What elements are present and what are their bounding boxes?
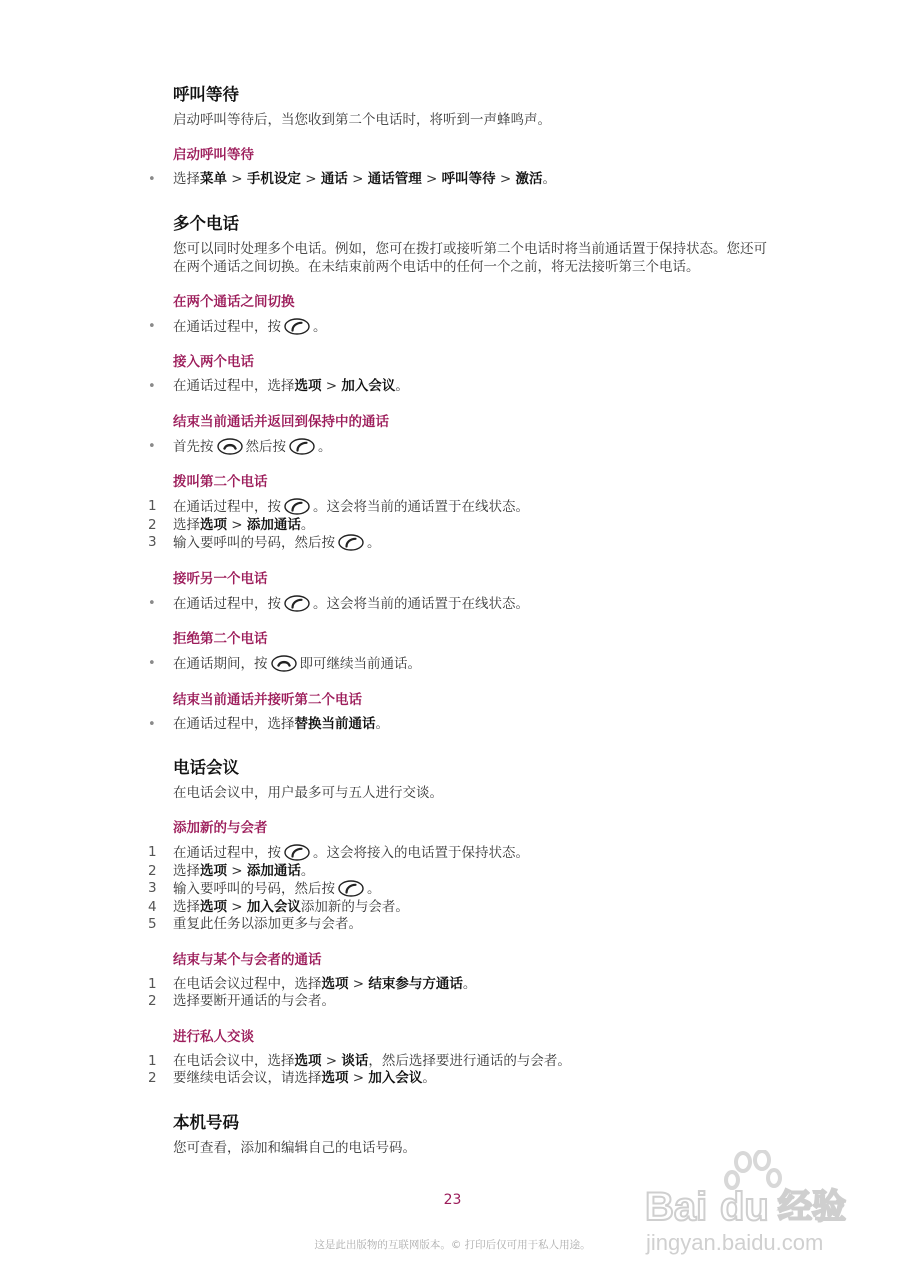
text: 。 [300, 516, 315, 533]
list-end-and-return [148, 438, 768, 457]
subheading-join-calls: 接入两个电话 [173, 354, 254, 370]
list-answer-second-call [148, 595, 768, 614]
text: 在电话会议中，选择 [173, 1052, 295, 1069]
subheading-reject-second-call: 拒绝第二个电话 [173, 631, 268, 647]
footer-note: 这是此出版物的互联网版本。© 打印后仅可用于私人用途。 [314, 1239, 591, 1251]
text: 在通话过程中，按 [173, 595, 281, 612]
separator: > [227, 898, 247, 915]
steps-add-participant [148, 844, 768, 934]
text: 选择 [173, 171, 200, 187]
separator: > [421, 171, 442, 187]
menu-term: 呼叫等待 [441, 171, 496, 187]
text: 选择 [173, 516, 200, 533]
list-item [148, 171, 768, 189]
subheading-enable-call-waiting: 启动呼叫等待 [173, 147, 254, 163]
separator: > [348, 1070, 369, 1086]
text: 输入要呼叫的号码，然后按 [173, 535, 335, 551]
step-item [148, 1070, 768, 1088]
call-key-icon [284, 498, 310, 515]
menu-term: 替换当前通话 [294, 715, 376, 732]
steps-dial-second-call [148, 498, 768, 553]
end-key-icon [217, 438, 243, 455]
list-enable-call-waiting [148, 171, 768, 189]
bullet-icon: • [148, 318, 156, 334]
text: 要继续电话会议，请选择 [173, 1070, 322, 1086]
step-number: 2 [148, 993, 157, 1009]
menu-term: 激活 [515, 171, 543, 187]
menu-term: 添加通话 [246, 862, 301, 879]
text: 在通话期间，按 [173, 656, 268, 672]
list-end-and-answer [148, 716, 768, 734]
text: 输入要呼叫的号码，然后按 [173, 881, 335, 897]
call-key-icon [289, 438, 315, 455]
baidu-watermark [640, 1150, 860, 1260]
step-number: 2 [148, 862, 157, 879]
bullet-icon: • [148, 172, 156, 187]
text: 在电话会议过程中，选择 [173, 975, 322, 992]
call-key-icon [338, 534, 364, 551]
bullet-icon: • [148, 716, 156, 732]
menu-term: 结束参与方通话 [368, 975, 463, 992]
step-item [148, 498, 768, 517]
watermark-brand2: du [720, 1185, 769, 1229]
text: 在通话过程中，按 [173, 845, 281, 861]
step-item [148, 899, 768, 917]
separator: > [227, 516, 247, 533]
menu-term: 选项 [200, 516, 227, 533]
step-number: 1 [148, 498, 157, 514]
separator: > [227, 862, 247, 879]
subheading-end-and-return: 结束当前通话并返回到保持中的通话 [173, 413, 389, 430]
menu-term: 选项 [294, 378, 322, 394]
text: 。 [395, 378, 409, 394]
menu-term: 选项 [321, 1070, 349, 1086]
list-item [148, 318, 768, 337]
step-number: 1 [148, 1052, 157, 1069]
subheading-answer-second-call: 接听另一个电话 [173, 570, 268, 587]
desc-call-waiting: 启动呼叫等待后，当您收到第二个电话时，将听到一声蜂鸣声。 [173, 112, 551, 128]
text: 然后按 [245, 438, 286, 455]
call-key-icon [284, 318, 310, 335]
text: ，然后选择要进行通话的与会者。 [368, 1052, 571, 1069]
separator: > [495, 171, 516, 187]
text: 选择要断开通话的与会者。 [173, 993, 335, 1009]
step-item [148, 534, 768, 553]
subheading-dial-second-call: 拨叫第二个电话 [173, 474, 268, 490]
subheading-add-participant: 添加新的与会者 [173, 820, 268, 836]
bullet-icon: • [148, 438, 156, 454]
text: 。 [375, 715, 389, 732]
end-key-icon [271, 655, 297, 672]
desc-my-number: 您可查看，添加和编辑自己的电话号码。 [173, 1139, 416, 1156]
step-item [148, 844, 768, 863]
separator: > [321, 1052, 342, 1069]
subheading-switch-calls: 在两个通话之间切换 [173, 293, 295, 310]
list-item [148, 378, 768, 396]
text: 。这会将接入的电话置于保持状态。 [313, 845, 529, 861]
list-switch-calls [148, 318, 768, 337]
menu-term: 添加通话 [246, 516, 301, 533]
text: 。 [422, 1070, 436, 1086]
list-item [148, 438, 768, 457]
separator: > [321, 378, 342, 394]
menu-term: 加入会议 [368, 1070, 423, 1086]
menu-term: 选项 [321, 975, 349, 992]
text: 在通话过程中，选择 [173, 715, 295, 732]
text: 。 [542, 171, 557, 187]
text: 在通话过程中，选择 [173, 378, 295, 394]
step-item [148, 916, 768, 934]
menu-term: 通话管理 [367, 171, 422, 187]
bullet-icon: • [148, 595, 156, 611]
step-number: 3 [148, 534, 157, 550]
step-number: 2 [148, 1070, 157, 1086]
list-join-calls [148, 378, 768, 396]
menu-term: 手机设定 [246, 171, 301, 187]
text: 添加新的与会者。 [300, 898, 409, 915]
text: 。 [300, 862, 315, 879]
step-number: 4 [148, 898, 157, 915]
subheading-end-participant: 结束与某个与会者的通话 [173, 951, 322, 968]
list-item [148, 716, 768, 734]
step-item [148, 1053, 768, 1071]
text: 。 [462, 975, 477, 992]
desc-multiple-calls: 您可以同时处理多个电话。例如，您可在拨打或接听第二个电话时将当前通话置于保持状态。您还可在两个通话之间切换。在未结束前两个电话中的任何一个之前，将无法接听第三个电话。 [173, 240, 767, 275]
list-reject-second-call [148, 655, 768, 674]
step-item [148, 993, 768, 1011]
steps-private-conversation [148, 1053, 768, 1088]
page-content [148, 84, 768, 1157]
call-key-icon [284, 844, 310, 861]
separator: > [348, 975, 369, 992]
menu-term: 选项 [294, 1052, 322, 1069]
watermark-brand: Bai [645, 1185, 708, 1229]
text: 选择 [173, 898, 200, 915]
step-number: 1 [148, 844, 157, 860]
page-number: 23 [443, 1192, 462, 1208]
watermark-url: jingyan.baidu.com [646, 1230, 824, 1255]
bullet-icon: • [148, 379, 156, 394]
text: 即可继续当前通话。 [299, 656, 421, 672]
subheading-private-conversation: 进行私人交谈 [173, 1028, 254, 1045]
step-item [148, 976, 768, 994]
step-number: 2 [148, 516, 157, 533]
menu-term: 谈话 [341, 1052, 369, 1069]
text: 选择 [173, 862, 200, 879]
step-number: 3 [148, 880, 157, 896]
step-number: 1 [148, 975, 157, 992]
text: 在通话过程中，按 [173, 318, 281, 335]
heading-call-waiting: 呼叫等待 [173, 85, 239, 104]
text: 首先按 [173, 438, 214, 455]
menu-term: 菜单 [200, 171, 227, 187]
step-number: 5 [148, 916, 157, 932]
watermark-cn: 经验 [778, 1187, 846, 1227]
text: 。 [367, 535, 381, 551]
separator: > [300, 171, 321, 187]
text: 。这会将当前的通话置于在线状态。 [313, 499, 529, 515]
text: 重复此任务以添加更多与会者。 [173, 916, 362, 932]
heading-conference-call: 电话会议 [173, 758, 239, 777]
menu-term: 选项 [200, 862, 227, 879]
call-key-icon [284, 595, 310, 612]
menu-term: 加入会议 [341, 378, 396, 394]
menu-term: 加入会议 [246, 898, 301, 915]
menu-term: 选项 [200, 898, 227, 915]
step-item [148, 863, 768, 881]
heading-my-number: 本机号码 [173, 1112, 239, 1132]
step-item [148, 517, 768, 535]
step-item [148, 880, 768, 899]
desc-conference-call: 在电话会议中，用户最多可与五人进行交谈。 [173, 785, 443, 801]
separator: > [347, 171, 368, 187]
text: 。 [318, 438, 332, 455]
text: 。 [367, 881, 381, 897]
subheading-end-and-answer: 结束当前通话并接听第二个电话 [173, 691, 362, 708]
steps-end-participant [148, 976, 768, 1011]
bullet-icon: • [148, 656, 156, 671]
text: 在通话过程中，按 [173, 499, 281, 515]
separator: > [227, 171, 247, 187]
text: 。这会将当前的通话置于在线状态。 [313, 595, 529, 612]
heading-multiple-calls: 多个电话 [173, 213, 239, 233]
list-item [148, 655, 768, 674]
text: 。 [313, 318, 327, 335]
menu-term: 通话 [320, 171, 348, 187]
list-item [148, 595, 768, 614]
call-key-icon [338, 880, 364, 897]
